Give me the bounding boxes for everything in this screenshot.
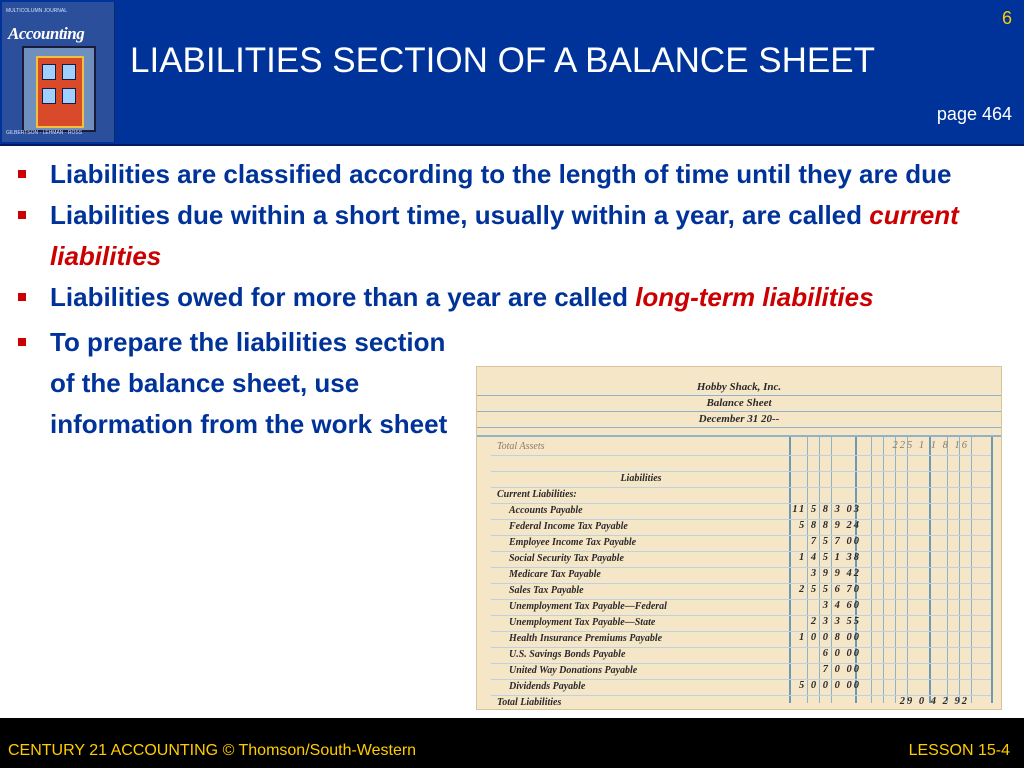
section-heading: Liabilities (620, 473, 662, 484)
row-label: U.S. Savings Bonds Payable (509, 649, 626, 660)
bullet-text: Liabilities due within a short time, usually within a year, are called (50, 200, 870, 230)
sheet-date: December 31 20-- (698, 413, 780, 425)
bullet-emphasis: long-term liabilities (635, 282, 874, 312)
table-row (491, 663, 991, 680)
row-label: Accounts Payable (509, 505, 583, 516)
header-divider (0, 144, 1024, 146)
slide-title: LIABILITIES SECTION OF A BALANCE SHEET (130, 41, 875, 80)
bullet-item (12, 154, 1002, 195)
slide-number: 6 (1001, 8, 1012, 28)
cover-tagline: MULTICOLUMN JOURNAL (6, 8, 68, 14)
balance-sheet-image (476, 366, 1002, 710)
cover-door-graphic (36, 56, 84, 128)
table-row (491, 583, 991, 600)
table-row (491, 567, 991, 584)
table-row (491, 695, 991, 710)
table-row (491, 439, 991, 456)
table-row (491, 631, 991, 648)
cover-window-graphic (62, 88, 76, 104)
section-subheading: Current Liabilities: (497, 489, 577, 500)
cover-window-graphic (42, 64, 56, 80)
row-label: Federal Income Tax Payable (509, 521, 628, 532)
row-amount: 2 5 5 6 70 (799, 584, 861, 595)
page-reference: page 464 (936, 104, 1012, 124)
bullet-text: To prepare the liabilities section of the balance sheet, use information from the work sheet (50, 327, 448, 439)
column-rule (991, 437, 993, 703)
table-row (491, 599, 991, 616)
row-label: Health Insurance Premiums Payable (509, 633, 663, 644)
table-row (491, 647, 991, 664)
row-label: Total Assets (497, 441, 545, 452)
bullet-text: Liabilities are classified according to the length of time until they are due (50, 159, 952, 189)
square-bullet-icon (18, 211, 26, 219)
row-amount: 2 3 3 55 (810, 616, 861, 627)
row-label: Unemployment Tax Payable—Federal (509, 601, 667, 612)
cover-artwork (22, 46, 96, 132)
sheet-title: Balance Sheet (706, 397, 772, 409)
total-label: Total Liabilities (497, 697, 562, 708)
row-amount: 5 0 0 0 00 (799, 680, 861, 691)
sheet-rule (477, 395, 1001, 396)
bullet-emphasis: current liabilities (50, 200, 959, 271)
cover-title: Accounting (8, 24, 85, 43)
square-bullet-icon (18, 293, 26, 301)
square-bullet-icon (18, 338, 26, 346)
slide-footer (0, 718, 1024, 768)
row-amount: 7 5 7 00 (810, 536, 861, 547)
row-amount: 1 4 5 1 38 (799, 552, 861, 563)
table-row (491, 615, 991, 632)
row-label: Medicare Tax Payable (509, 569, 601, 580)
bullet-item (12, 322, 470, 445)
total-amount: 29 0 4 2 92 (899, 696, 969, 707)
table-row (491, 519, 991, 536)
table-row (491, 679, 991, 696)
row-amount: 6 0 00 (822, 648, 861, 659)
row-label: Social Security Tax Payable (509, 553, 624, 564)
footer-copyright: CENTURY 21 ACCOUNTING © Thomson/South-Western (8, 742, 417, 759)
table-row (491, 535, 991, 552)
book-cover-image (2, 2, 115, 142)
bullet-item (12, 195, 1002, 277)
row-amount: 225 1 1 8 16 (892, 440, 969, 451)
bullet-text: Liabilities owed for more than a year are called (50, 282, 636, 312)
slide-header (0, 0, 1024, 144)
sheet-rule (477, 435, 1001, 437)
table-row (491, 455, 991, 472)
footer-lesson: LESSON 15-4 (908, 742, 1010, 759)
table-row (491, 551, 991, 568)
row-label: Sales Tax Payable (509, 585, 584, 596)
table-row (491, 471, 991, 488)
table-row (491, 487, 991, 504)
row-label: Employee Income Tax Payable (509, 537, 637, 548)
sheet-rule (477, 427, 1001, 428)
row-label: United Way Donations Payable (509, 665, 638, 676)
row-amount: 5 8 8 9 24 (799, 520, 861, 531)
bullet-item (12, 277, 1002, 318)
square-bullet-icon (18, 170, 26, 178)
row-amount: 3 9 9 42 (810, 568, 861, 579)
cover-authors: GILBERTSON · LEHMAN · ROSS (6, 130, 83, 136)
row-label: Unemployment Tax Payable—State (509, 617, 656, 628)
row-amount: 7 0 00 (822, 664, 861, 675)
table-row (491, 503, 991, 520)
row-label: Dividends Payable (509, 681, 586, 692)
sheet-company: Hobby Shack, Inc. (696, 381, 782, 393)
cover-window-graphic (42, 88, 56, 104)
row-amount: 11 5 8 3 03 (792, 504, 861, 515)
row-amount: 1 0 0 8 00 (799, 632, 861, 643)
cover-window-graphic (62, 64, 76, 80)
row-amount: 3 4 60 (822, 600, 861, 611)
sheet-rule (477, 411, 1001, 412)
